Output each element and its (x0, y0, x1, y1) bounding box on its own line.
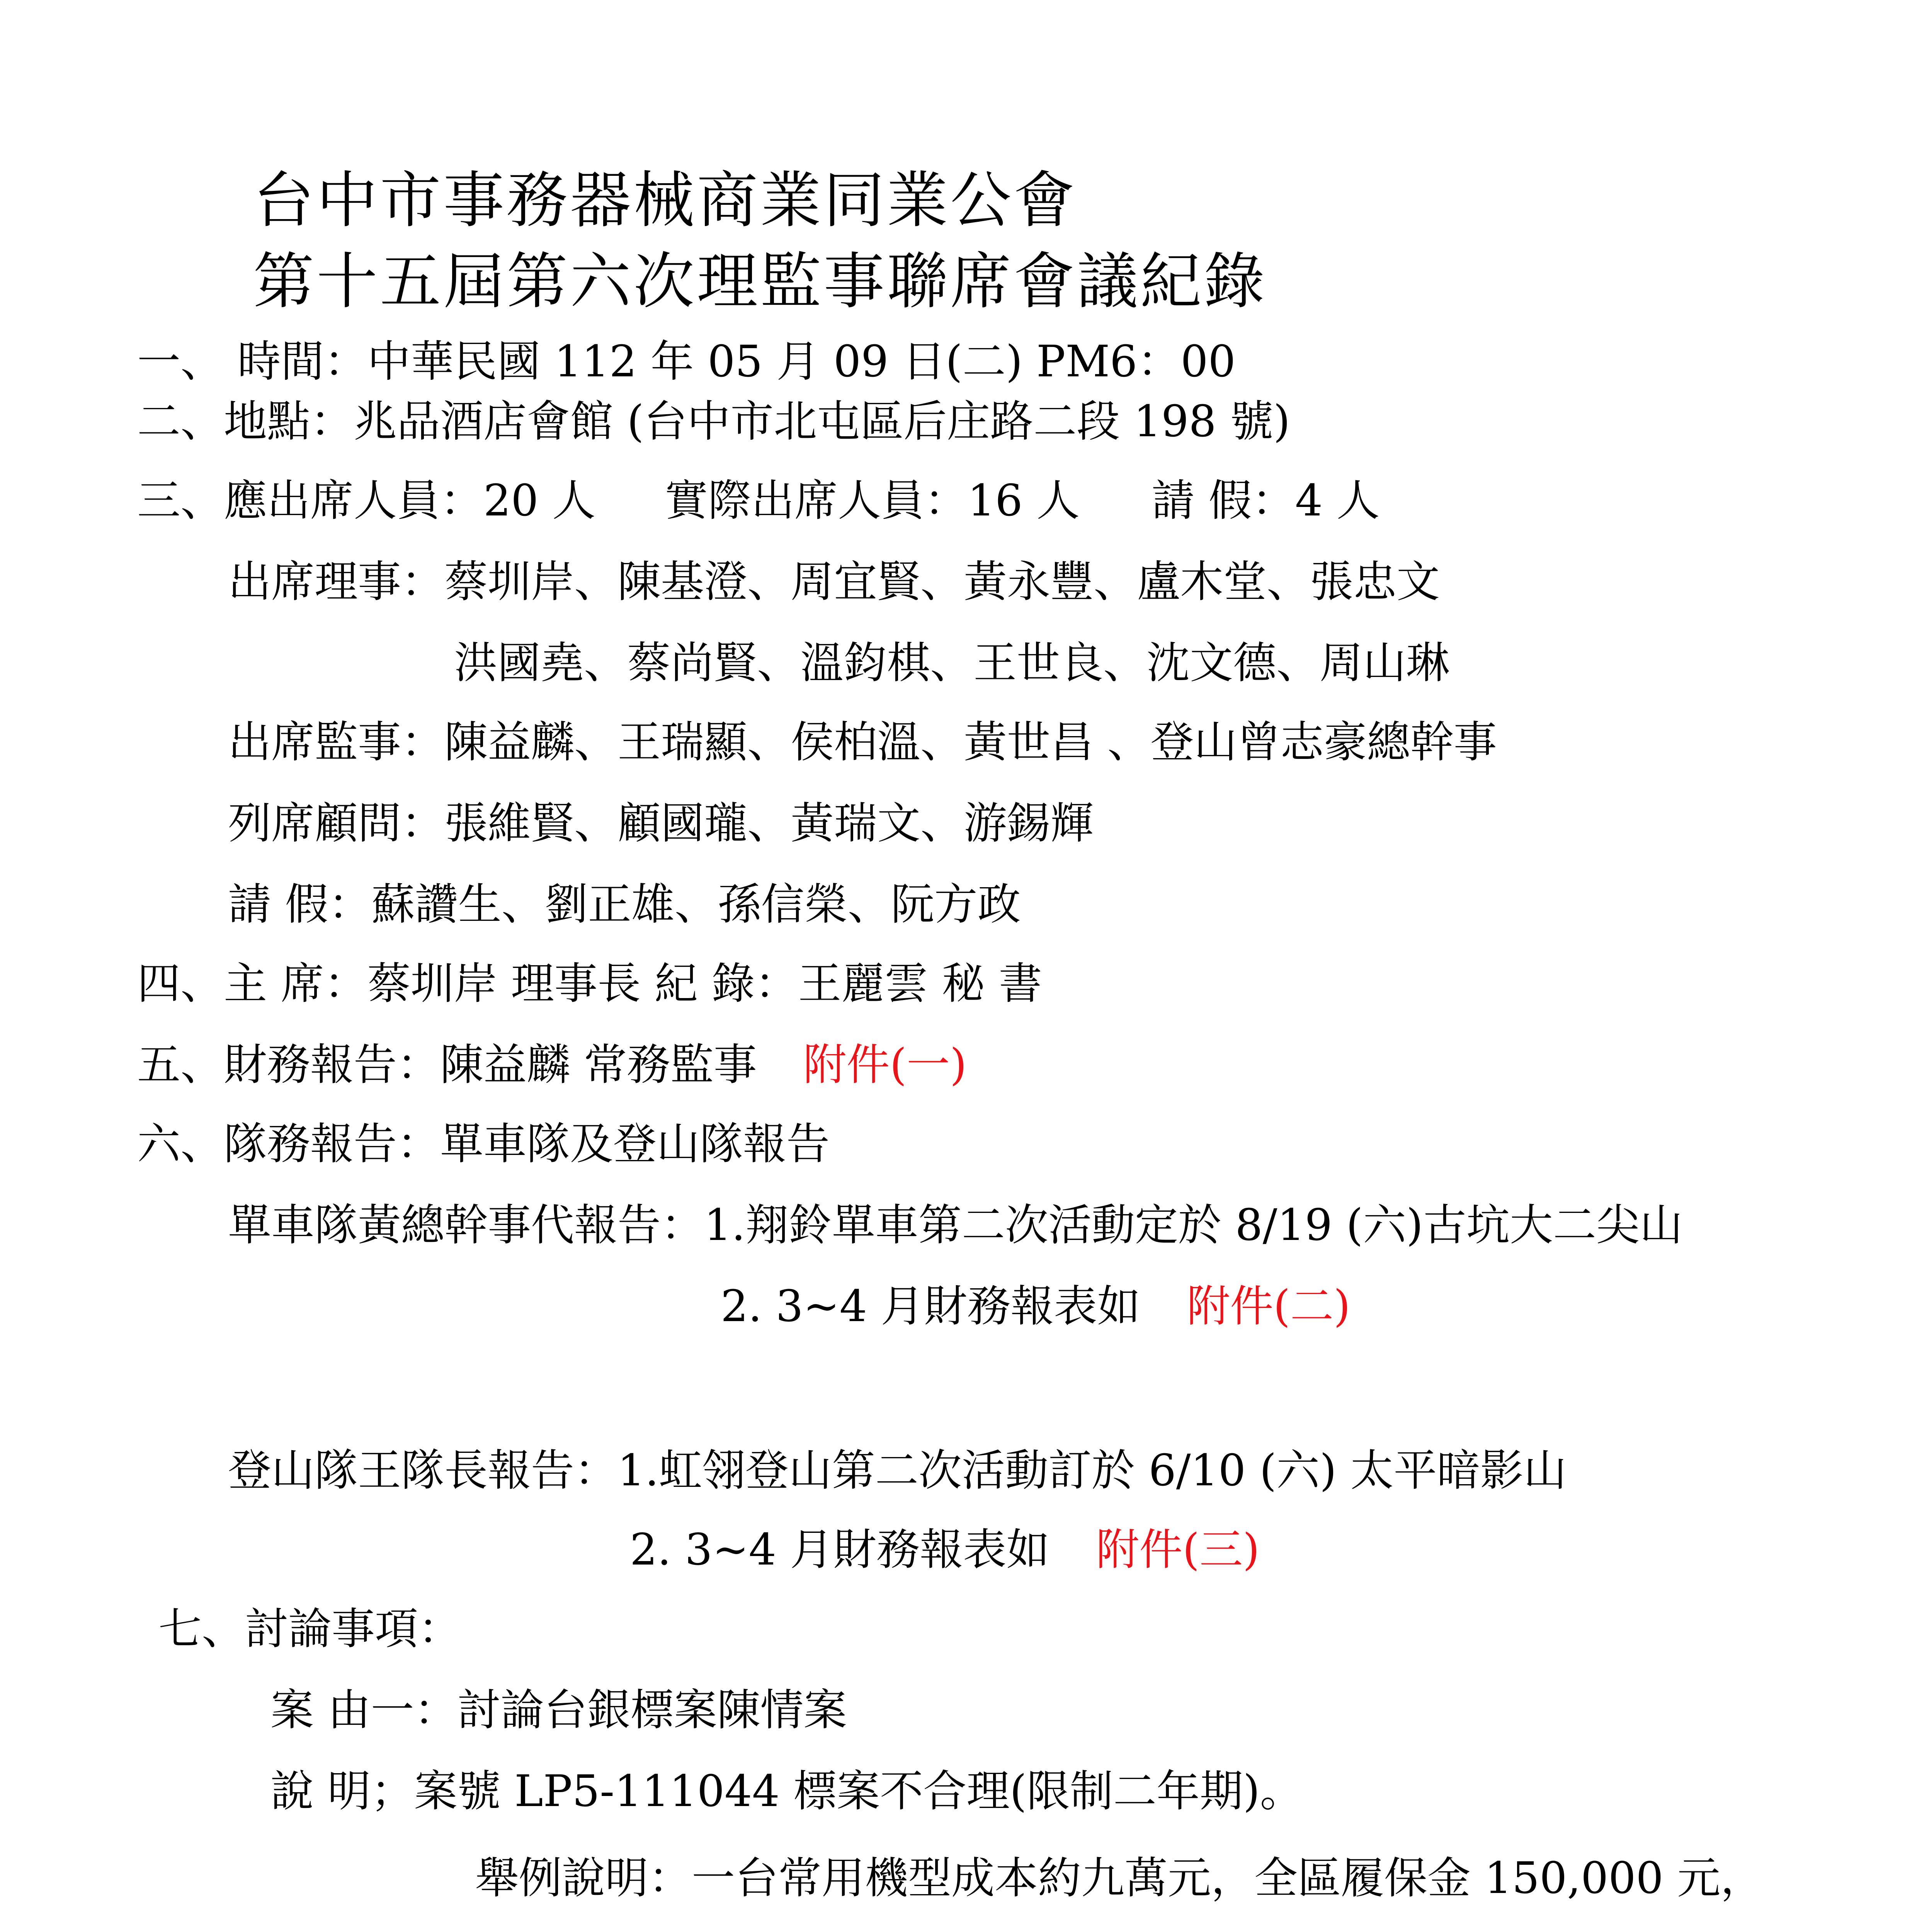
annex-2-label: 附件(二) (1187, 1281, 1351, 1332)
bike-team-line-1: 單車隊黃總幹事代報告：1.翔鈴單車第二次活動定於 8/19 (六)古坑大二尖山 (228, 1200, 1683, 1250)
annex-1-label: 附件(一) (803, 1040, 967, 1090)
team-report-line: 六、隊務報告：單車隊及登山隊報告 (137, 1119, 830, 1169)
supervisors-line: 出席監事：陳益麟、王瑞顯、侯柏溫、黃世昌 、登山曾志豪總幹事 (228, 717, 1497, 767)
hiking-team-line-2 (630, 1525, 1260, 1575)
title-meeting-minutes: 第十五屆第六次理監事聯席會議紀錄 (253, 246, 1267, 317)
chair-recorder-line: 四、主 席：蔡圳岸 理事長 紀 錄：王麗雲 秘 書 (137, 959, 1042, 1009)
case-line: 案 由一：討論台銀標案陳情案 (270, 1685, 847, 1735)
attendance-leave: 請 假：4 人 (1152, 476, 1380, 526)
directors-line-2: 洪國堯、蔡尚賢、溫鈞棋、王世良、沈文德、周山琳 (454, 638, 1449, 688)
advisors-line: 列席顧問：張維賢、顧國瓏、黃瑞文、游錫輝 (228, 798, 1094, 849)
hiking-team-line-1: 登山隊王隊長報告：1.虹翎登山第二次活動訂於 6/10 (六) 太平暗影山 (228, 1446, 1567, 1496)
attendance-expected: 三、應出席人員：20 人 (137, 476, 596, 526)
bike-team-finance-text: 2. 3~4 月財務報表如 (721, 1281, 1141, 1332)
annex-3-label: 附件(三) (1096, 1525, 1260, 1575)
discussion-heading: 七、討論事項： (158, 1604, 461, 1654)
absent-line: 請 假：蘇讚生、劉正雄、孫信榮、阮方政 (228, 879, 1021, 930)
attendance-actual: 實際出席人員：16 人 (665, 476, 1080, 526)
bike-team-line-2 (721, 1281, 1351, 1332)
finance-report-line (137, 1040, 967, 1090)
title-association: 台中市事務器械商業同業公會 (253, 165, 1077, 236)
explanation-line: 說 明；案號 LP5-111044 標案不合理(限制二年期)。 (270, 1766, 1303, 1816)
finance-report-text: 五、財務報告：陳益麟 常務監事 (137, 1040, 757, 1090)
item-time: 一、 時間：中華民國 112 年 05 月 09 日(二) PM6：00 (137, 337, 1236, 387)
directors-line-1: 出席理事：蔡圳岸、陳基澄、周宜賢、黃永豐、盧木堂、張忠文 (228, 557, 1440, 607)
hiking-team-finance-text: 2. 3~4 月財務報表如 (630, 1525, 1050, 1575)
item-place: 二、地點：兆品酒店會館 (台中市北屯區后庄路二段 198 號) (137, 396, 1290, 447)
explanation-detail-1: 舉例說明：一台常用機型成本約九萬元，全區履保金 150,000 元， (475, 1853, 1764, 1903)
